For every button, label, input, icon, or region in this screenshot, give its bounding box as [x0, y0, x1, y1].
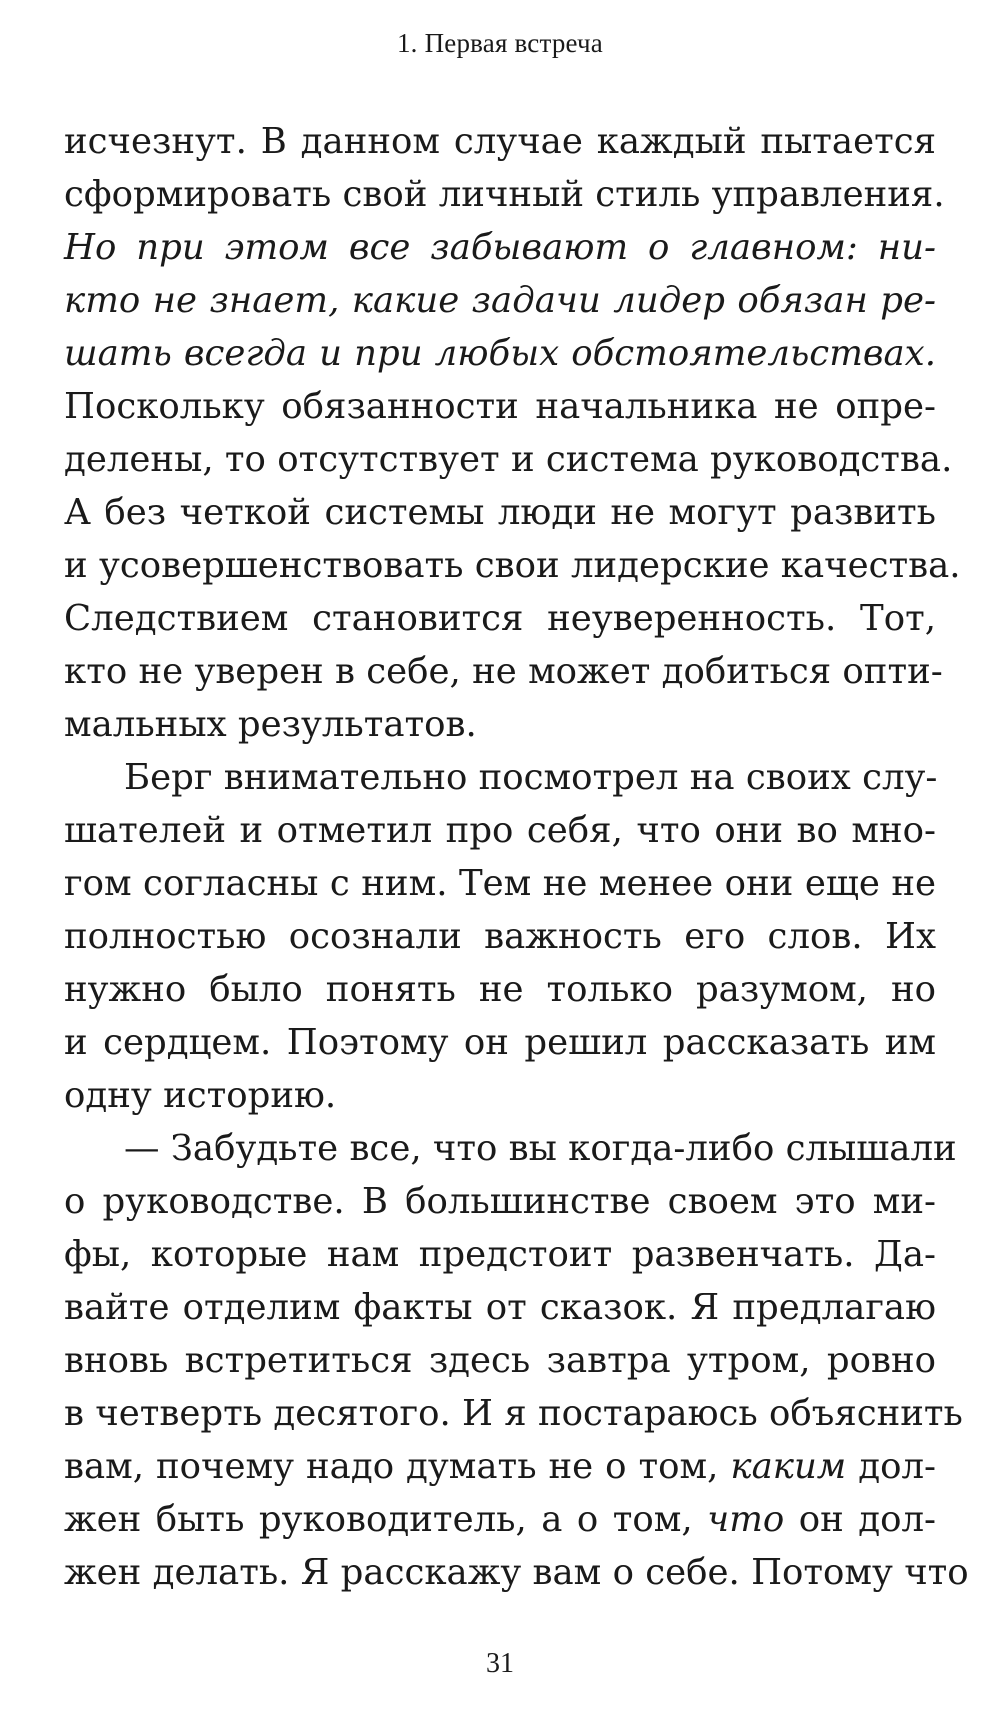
text-line: фы, которые нам предстоит развенчать. Да-: [64, 1234, 936, 1275]
text-line: сформировать свой личный стиль управления.: [64, 174, 945, 215]
text-line: — Забудьте все, что вы когда-либо слышали: [124, 1128, 957, 1169]
italic-word: каким: [730, 1446, 847, 1487]
italic-word: что: [707, 1499, 785, 1540]
text-line: о руководстве. В большинстве своем это ми-: [64, 1181, 936, 1222]
text-line: вайте отделим факты от сказок. Я предлагаю: [64, 1287, 936, 1328]
text-line: А без четкой системы люди не могут развить: [64, 492, 936, 533]
running-header: 1. Первая встреча: [396, 28, 603, 58]
text-line: мальных результатов.: [64, 704, 477, 745]
paragraph-3: [64, 1122, 969, 1599]
text-segment: дол-: [846, 1446, 936, 1487]
paragraph-2: [64, 751, 936, 1122]
text-line: и усовершенствовать свои лидерские качества.: [64, 545, 961, 586]
text-line: [64, 1440, 936, 1493]
text-line: Следствием становится неуверенность. Тот,: [64, 598, 936, 639]
text-line: [64, 1493, 936, 1546]
text-line: делены, то отсутствует и система руководства.: [64, 439, 953, 480]
text-line: Берг внимательно посмотрел на своих слу-: [124, 757, 938, 798]
text-line: в четверть десятого. И я постараюсь объяснить: [64, 1393, 963, 1434]
text-line: полностью осознали важность его слов. Их: [64, 916, 936, 957]
body-text: [64, 115, 969, 1599]
text-line: шателей и отметил про себя, что они во мно-: [64, 810, 936, 851]
italic-text-line: Но при этом все забывают о главном: ни-: [64, 227, 936, 268]
italic-text-line: шать всегда и при любых обстоятельствах.: [64, 333, 936, 374]
text-line: гом согласны с ним. Тем не менее они еще не: [64, 863, 936, 904]
text-line: кто не уверен в себе, не может добиться опти-: [64, 651, 943, 692]
page-number: 31: [486, 1648, 514, 1679]
text-segment: он дол-: [784, 1499, 937, 1540]
text-line: одну историю.: [64, 1075, 337, 1116]
text-line: вновь встретиться здесь завтра утром, ровно: [64, 1340, 936, 1381]
text-line: Поскольку обязанности начальника не опре-: [64, 386, 936, 427]
text-line: и сердцем. Поэтому он решил рассказать им: [64, 1022, 936, 1063]
text-line: исчезнут. В данном случае каждый пытается: [64, 121, 936, 162]
italic-text-line: кто не знает, какие задачи лидер обязан ре-: [64, 280, 936, 321]
text-segment: вам, почему надо думать не о том,: [64, 1446, 731, 1487]
text-line: жен делать. Я расскажу вам о себе. Потому что: [64, 1552, 969, 1593]
text-line: нужно было понять не только разумом, но: [64, 969, 936, 1010]
text-segment: жен быть руководитель, а о том,: [64, 1499, 708, 1540]
paragraph-1: [64, 115, 961, 751]
